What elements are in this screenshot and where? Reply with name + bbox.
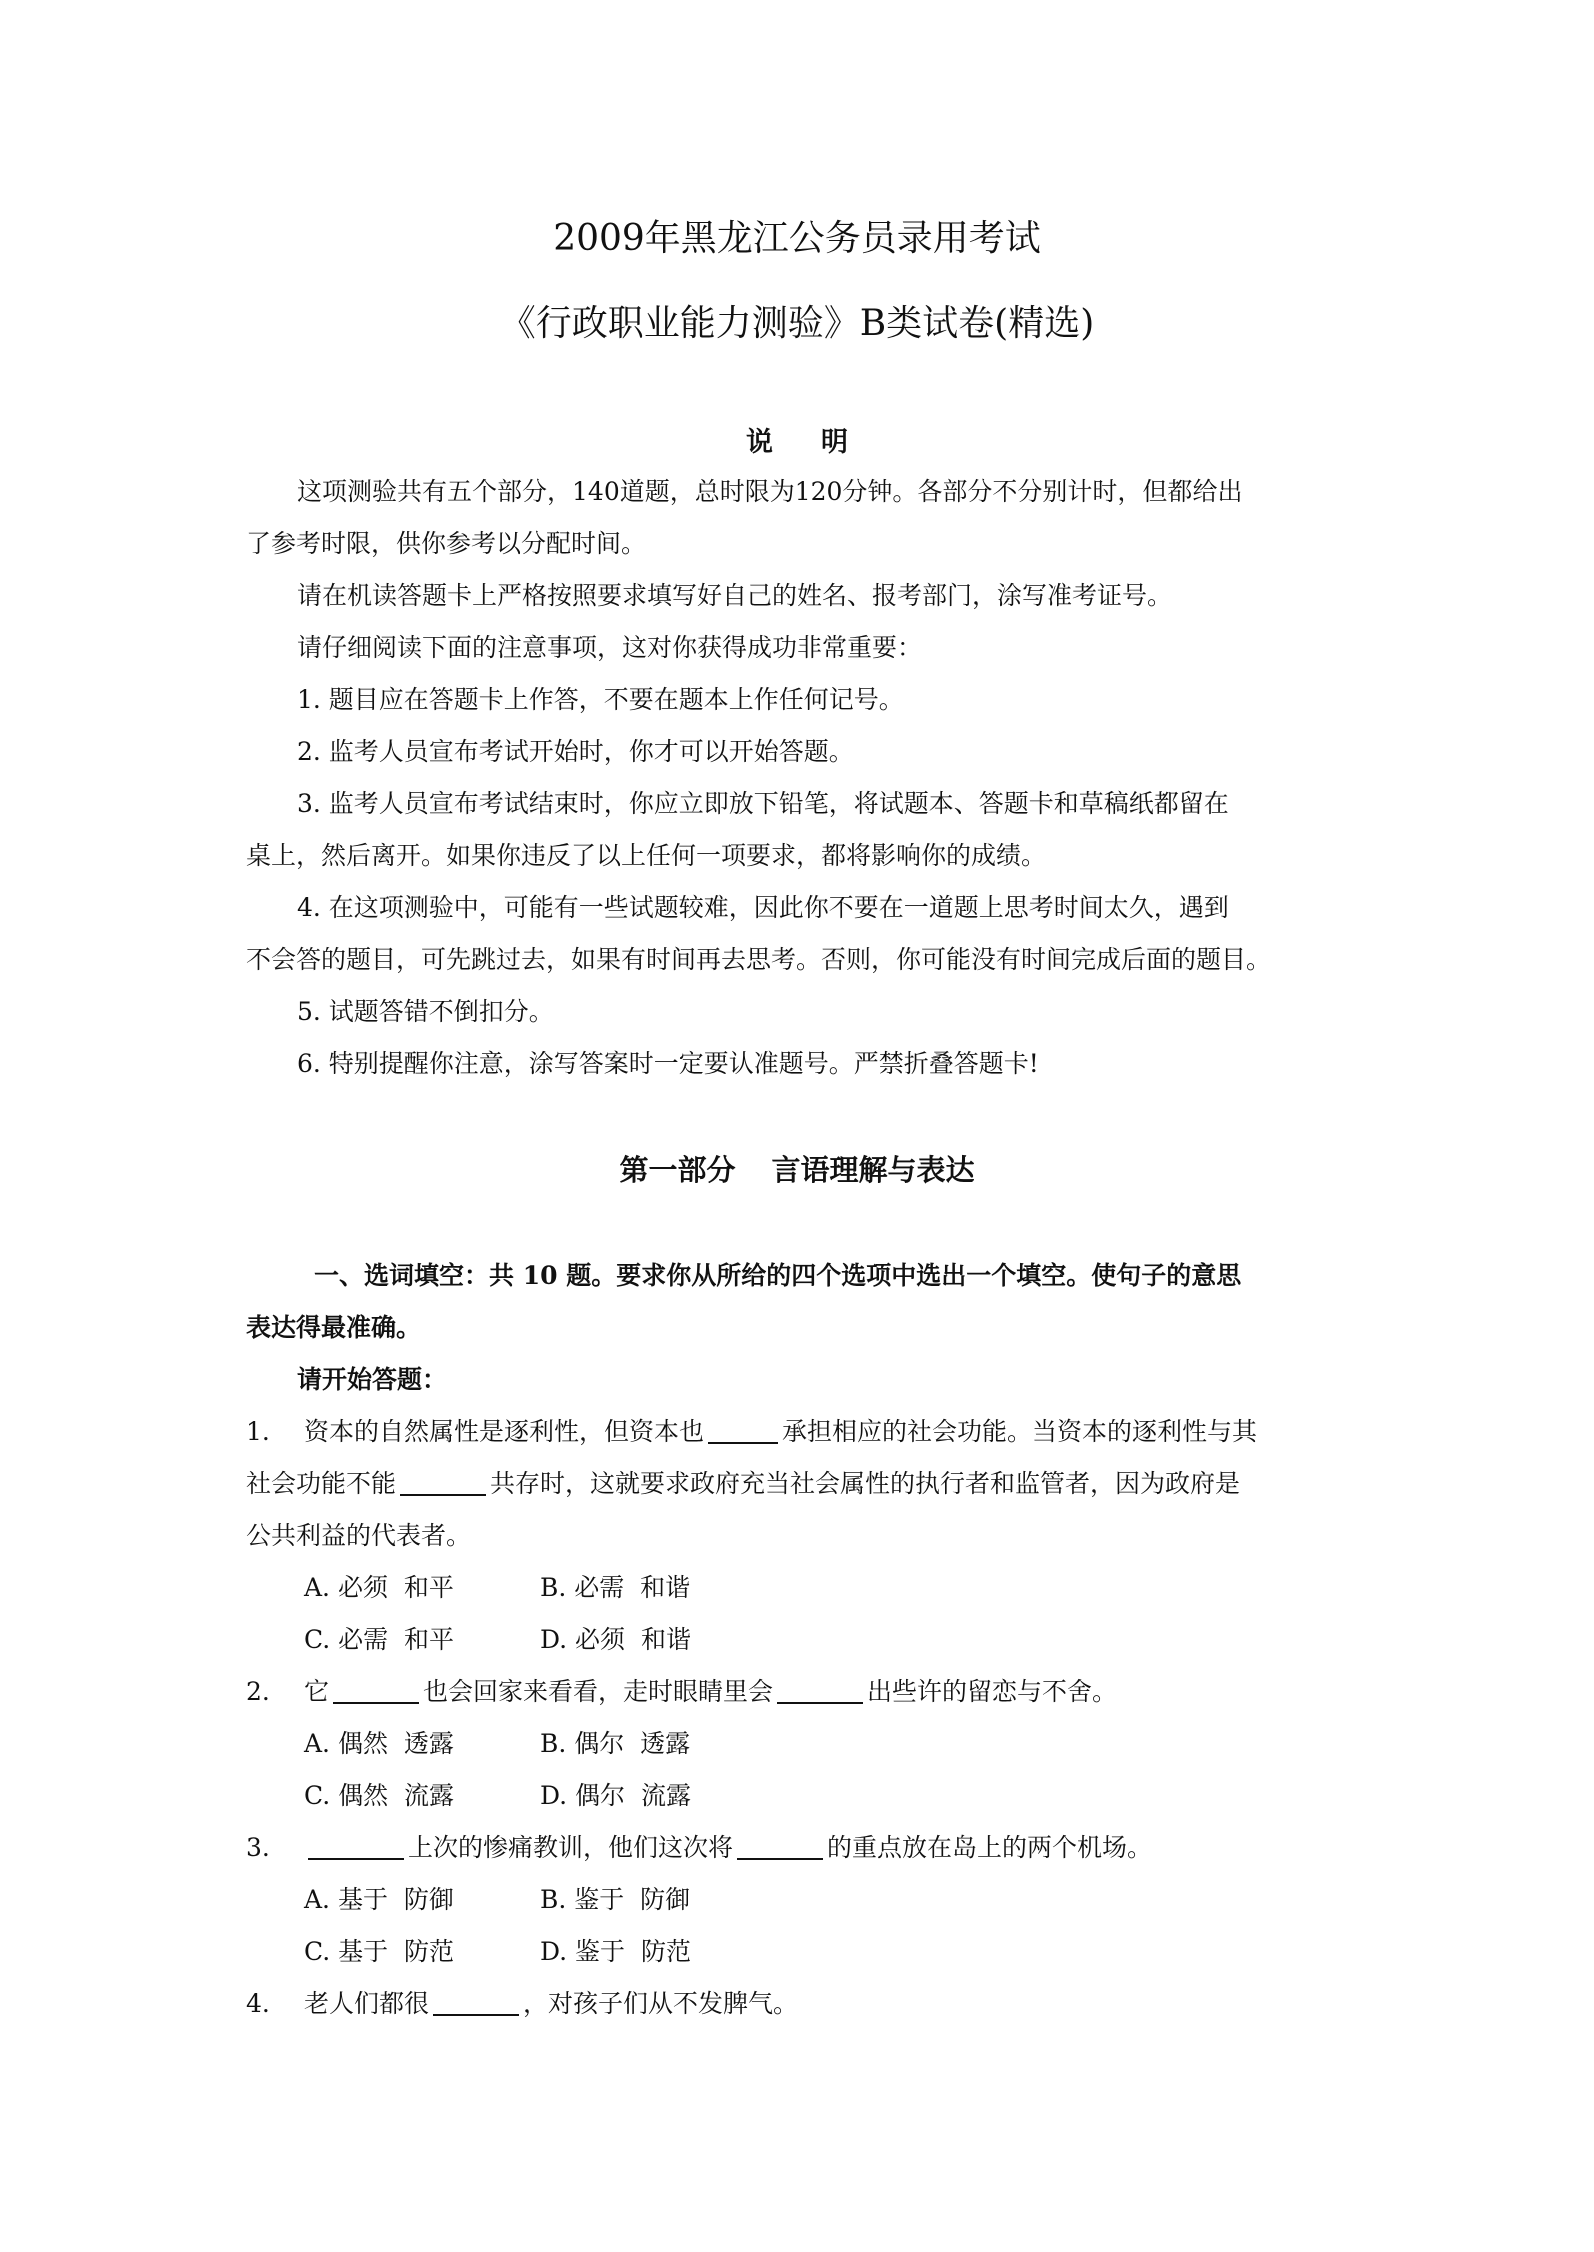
question-1 [246, 1406, 1350, 1458]
option-row [246, 1562, 1350, 1614]
answer-blank [708, 1412, 778, 1444]
question-number: 2. [246, 1677, 270, 1706]
question-text: ，对孩子们从不发脾气。 [523, 1989, 799, 2018]
question-1-cont [246, 1458, 1350, 1510]
question-text: 共存时，这就要求政府充当社会属性的执行者和监管者，因为政府是 [490, 1469, 1241, 1498]
option-row [246, 1926, 1350, 1978]
start-prompt: 请开始答题： [297, 1365, 448, 1394]
option-a: A. 必须 和平 [304, 1573, 454, 1602]
option-b: B. 必需 和谐 [540, 1573, 691, 1602]
answer-blank [777, 1672, 863, 1704]
question-text: 承担相应的社会功能。当资本的逐利性与其 [782, 1417, 1258, 1446]
question-text: 出些许的留恋与不舍。 [867, 1677, 1118, 1706]
option-c: C. 偶然 流露 [304, 1781, 455, 1810]
question-4 [246, 1978, 1350, 2030]
notes-intro-line: 请仔细阅读下面的注意事项，这对你获得成功非常重要： [297, 633, 923, 662]
question-text: 的重点放在岛上的两个机场。 [827, 1833, 1153, 1862]
section-instruction: 一、选词填空：共 10 题。要求你从所给的四个选项中选出一个填空。使句子的意思 [314, 1261, 1242, 1290]
notes-intro-line: 这项测验共有五个部分，140道题，总时限为120分钟。各部分不分别计时，但都给出 [297, 477, 1243, 506]
option-a: A. 偶然 透露 [304, 1729, 454, 1758]
question-number: 3. [246, 1833, 270, 1862]
option-c: C. 必需 和平 [304, 1625, 455, 1654]
option-b: B. 偶尔 透露 [540, 1729, 691, 1758]
answer-blank [333, 1672, 419, 1704]
option-d: D. 必须 和谐 [540, 1625, 691, 1654]
answer-blank [400, 1464, 486, 1496]
option-c: C. 基于 防范 [304, 1937, 455, 1966]
part-heading [0, 1148, 1594, 1189]
option-a: A. 基于 防御 [304, 1885, 454, 1914]
notes-item: 桌上，然后离开。如果你违反了以上任何一项要求，都将影响你的成绩。 [246, 841, 1047, 870]
notes-item: 不会答的题目，可先跳过去，如果有时间再去思考。否则，你可能没有时间完成后面的题目。 [246, 945, 1272, 974]
questions-section [246, 1250, 1350, 2030]
notes-item: 6. 特别提醒你注意，涂写答案时一定要认准题号。严禁折叠答题卡! [297, 1049, 1039, 1078]
question-text: 上次的惨痛教训，他们这次将 [408, 1833, 734, 1862]
notes-item: 2. 监考人员宣布考试开始时，你才可以开始答题。 [297, 737, 854, 766]
option-row [246, 1874, 1350, 1926]
option-d: D. 鉴于 防范 [540, 1937, 691, 1966]
notes-item: 1. 题目应在答题卡上作答，不要在题本上作任何记号。 [297, 685, 904, 714]
notes-item: 4. 在这项测验中，可能有一些试题较难，因此你不要在一道题上思考时间太久，遇到 [297, 893, 1229, 922]
answer-blank [433, 1984, 519, 2016]
answer-blank [737, 1828, 823, 1860]
option-d: D. 偶尔 流露 [540, 1781, 691, 1810]
question-3 [246, 1822, 1350, 1874]
part-number: 第一部分 [619, 1153, 736, 1187]
question-1-cont: 公共利益的代表者。 [246, 1521, 472, 1550]
question-2 [246, 1666, 1350, 1718]
section-instruction: 表达得最准确。 [246, 1313, 422, 1342]
notes-heading: 说明 [746, 427, 896, 458]
question-number: 4. [246, 1989, 270, 2018]
notes-intro-line: 了参考时限，供你参考以分配时间。 [246, 529, 647, 558]
notes-item: 5. 试题答错不倒扣分。 [297, 997, 554, 1026]
question-text: 也会回家来看看，走时眼睛里会 [423, 1677, 774, 1706]
option-row [246, 1718, 1350, 1770]
question-number: 1. [246, 1417, 270, 1446]
question-text: 它 [304, 1677, 330, 1706]
option-row [246, 1614, 1350, 1666]
notes-section [246, 466, 1350, 1090]
option-b: B. 鉴于 防御 [540, 1885, 691, 1914]
exam-subtitle: 《行政职业能力测验》B类试卷(精选) [499, 303, 1095, 344]
answer-blank [308, 1828, 404, 1860]
option-row [246, 1770, 1350, 1822]
question-text: 老人们都很 [304, 1989, 430, 2018]
notes-intro-line: 请在机读答题卡上严格按照要求填写好自己的姓名、报考部门，涂写准考证号。 [297, 581, 1173, 610]
question-text: 资本的自然属性是逐利性，但资本也 [304, 1417, 705, 1446]
exam-title: 2009年黑龙江公务员录用考试 [553, 218, 1041, 259]
part-name: 言语理解与表达 [771, 1153, 975, 1187]
notes-item: 3. 监考人员宣布考试结束时，你应立即放下铅笔，将试题本、答题卡和草稿纸都留在 [297, 789, 1229, 818]
question-text: 社会功能不能 [246, 1469, 397, 1498]
